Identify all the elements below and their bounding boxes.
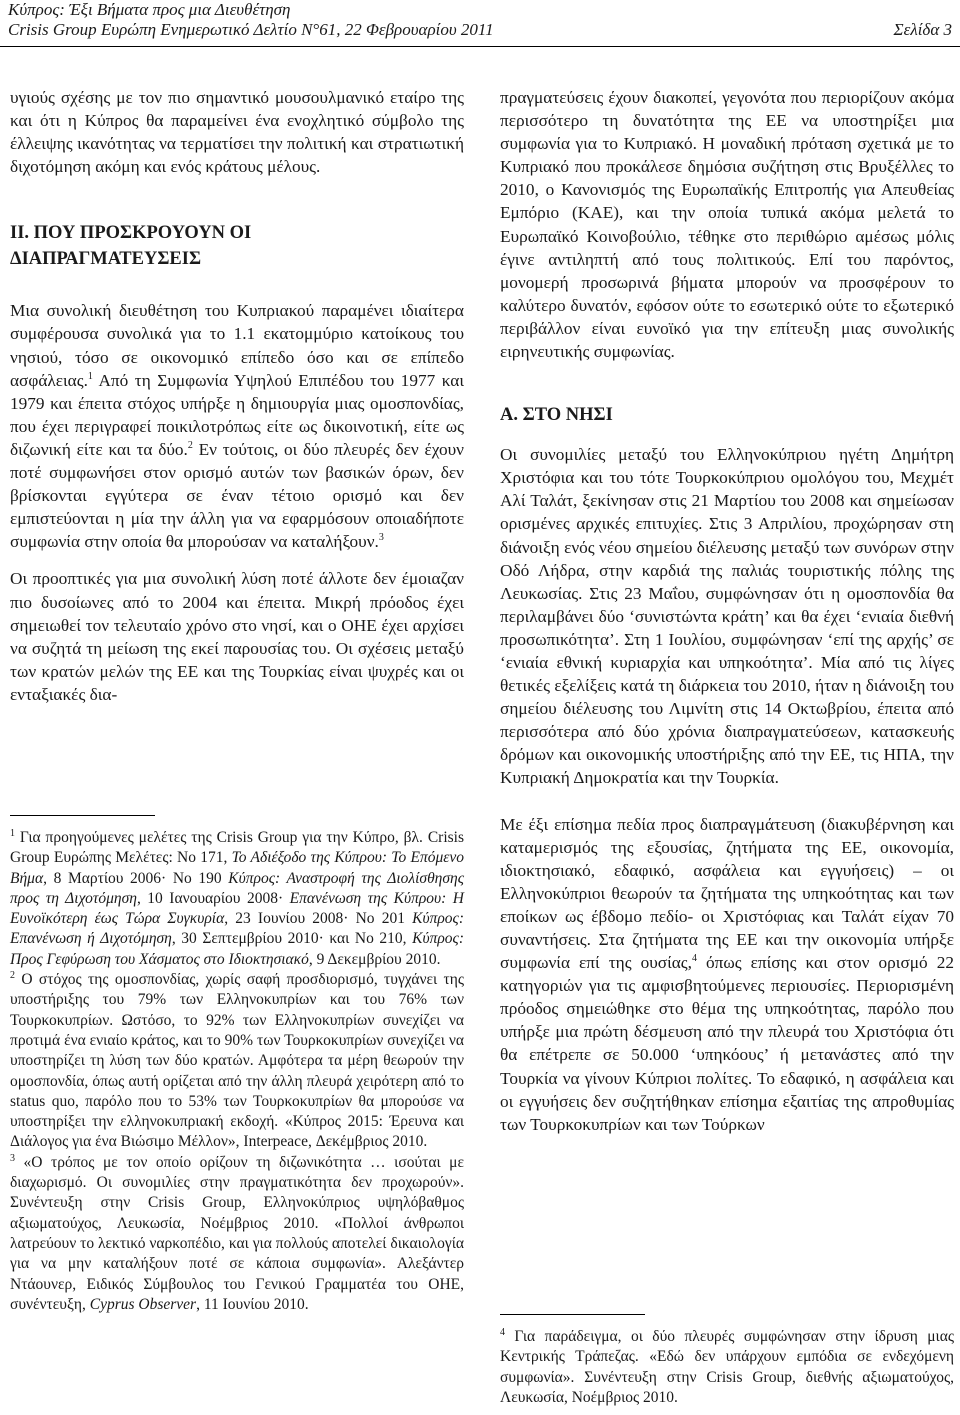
text-run: , 23 Ιουνίου 2008· No 201	[224, 910, 413, 928]
text-run: , 10 Ιανουαρίου 2008·	[136, 889, 290, 907]
paragraph: πραγματεύσεις έχουν διακοπεί, γεγονότα που περιορίζουν ακόμα περισσότερο τη δυνατότητα της ΕΕ να υποστηρίξει μια συμφωνία για το Κυπριακό. Η μοναδική πρόταση σχετικά με το Κυπριακό που προκάλεσε δημόσια συζήτηση στις Βρυξέλλες το 2010, ο Κανονισμός της Ευρωπαϊκής Επιτροπής για Απευθείας Εμπόριο (ΚΑΕ), και την οποία τυπικά ακόμα μελετά το Ευρωπαϊκό Κοινοβούλιο, τέθηκε στο περιθώριο αμέσως μόλις έγινε αντιληπτή από τους πολιτικούς. Επί του παρόντος, μονομερή προσωρινά βήματα μπορούν να προσφέρουν το καλύτερο δυνατόν, εφόσον ούτε το εσωτερικό ούτε το εξωτερικό περιβάλλον είναι ευνοϊκό για την επίτευξη μιας συνολικής ειρηνευτικής συμφωνίας.	[500, 88, 954, 362]
text-run: Από τη Συμφωνία Υψηλού Επιπέδου του 1977 και 1979 και έπειτα στόχος υπήρξε η δημιουργία μιας ομοσπονδίας, που έχει περιγραφεί ποικιλοτρόπως είτε ως δικοινοτική, είτε ως διζωνική είτε και τα δύο.	[10, 370, 464, 459]
footnote	[10, 1153, 464, 1315]
footnote	[10, 828, 464, 970]
footnote-number: 2	[10, 969, 15, 981]
text-run: , 9 Δεκεμβρίου 2010.	[308, 950, 441, 968]
footnote-number: 3	[10, 1152, 15, 1164]
text-run: Μια συνολική διευθέτηση του Κυπριακού παραμένει ιδιαίτερα συμφέρουσα συνολικά για το 1.1 εκατομμύριο κατοίκους του νησιού, τόσο σε οικονομικό επίπεδο όσο και σε επίπεδο ασφάλειας.	[10, 301, 464, 390]
header-rule	[0, 46, 960, 47]
paragraph: υγιούς σχέσης με τον πιο σημαντικό μουσουλμανικό εταίρο της και ότι η Κύπρος θα παραμείνει ένα ενοχλητικό σύμβολο της έλλειψης ικανότητας να τερματίσει την πολιτική και στρατιωτική διχοτόμηση ακόμη και ενός κράτους μέλους.	[10, 88, 464, 177]
paragraph: Οι συνομιλίες μεταξύ του Ελληνοκύπριου ηγέτη Δημήτρη Χριστόφια και του τότε Τουρκοκύπριου ομολόγου του, Μεχμέτ Αλί Ταλάτ, ξεκίνησαν στις 21 Μαρτίου του 2008 και σημείωσαν ορισμένες αρχικές επιτυχίες. Στις 3 Απριλίου, προχώρησαν στη διάνοιξη ενός νέου σημείου διέλευσης μεταξύ των συνόρων στην Οδό Λήδρα, στην καρδιά της παλιάς τουριστικής πόλης της Λευκωσίας. Στις 23 Μαΐου, συμφώνησαν ότι η ομοσπονδία θα περιλαμβάνει δύο ‘συνιστώντα κράτη’ και θα έχει ‘ενιαία διεθνή προσωπικότητα’. Στη 1 Ιουλίου, συμφώνησαν ‘επί της αρχής’ σε ‘ενιαία εθνική κυριαρχία και υπηκοότητα’. Μία από τις λίγες θετικές εξελίξεις κατά τη διάρκεια του 2010, ήταν η διάνοιξη του σημείου διέλευσης του Λιμνίτη στις 14 Οκτωβρίου, έπειτα από περισσότερα από δύο χρόνια διαπραγματεύσεων, κατασκευής δρόμων και οικονομικής υποστήριξης από την ΕΕ, τις ΗΠΑ, την Κυπριακή Δημοκρατία και την Τουρκία.	[500, 445, 954, 788]
paragraph	[500, 813, 954, 1136]
header-title: Κύπρος: Έξι Βήματα προς μια Διευθέτηση	[8, 0, 291, 19]
report-title: Το Αδιέξοδο της Κύπρου: Το Επόμενο Βήμα	[10, 849, 464, 887]
text-run: «Ο τρόπος με τον οποίο ορίζουν τη διζωνικότητα … ισούται με διαχωρισμό. Οι συνομιλίες στην πραγματικότητα δεν προχωρούν». Συνέντευξη στην Crisis Group, Ελληνοκύπριος υψηλόβαθμος αξιωματούχος, Λευκωσία, Νοέμβριος 2010. «Πολλοί άνθρωποι λατρεύουν το λεκτικό ναρκοπέδιο, και για πολλούς αποτελεί δικαιολογία για να μην καταλήξουν ποτέ σε κάποια συμφωνία». Αλεξάντερ Ντάουνερ, Ειδικός Σύμβουλος του Γενικού Γραμματέα του ΟΗΕ, συνέντευξη,	[10, 1153, 464, 1313]
page-number: Σελίδα 3	[893, 20, 952, 39]
header-publication: Crisis Group Ευρώπη Ενημερωτικό Δελτίο N°61, 22 Φεβρουαρίου 2011	[8, 20, 494, 39]
text-run: , 30 Σεπτεμβρίου 2010· και No 210,	[171, 930, 413, 948]
footnote-number: 4	[500, 1326, 505, 1338]
text-run: , 8 Μαρτίου 2006· No 190	[43, 869, 229, 887]
footnote-separator	[500, 1314, 645, 1315]
section-heading	[10, 220, 464, 272]
report-title: Επανένωση της Κύπρου: Η Ευνοϊκότερη έως Τώρα Συγκυρία	[10, 889, 465, 928]
footnote	[500, 1327, 954, 1408]
footnote-ref[interactable]: 1	[87, 370, 93, 382]
left-footnotes	[10, 815, 464, 1315]
right-footnotes	[500, 1314, 954, 1408]
publication-title: Cyprus Observer	[89, 1295, 197, 1313]
subsection-heading: A. ΣΤΟ ΝΗΣΙ	[500, 405, 613, 426]
footnote-separator	[10, 815, 155, 816]
page-header	[8, 0, 952, 40]
footnote	[10, 970, 464, 1153]
text-run: όπως επίσης και στον ορισμό 22 κατηγοριών για τις αμφισβητούμενες περιουσίες. Περιορισμένη πρόοδος σημειώθηκε στο θέμα της υπηκοότητας, παρόλο που υπήρξε μια πρώτη δέσμευση από την πλευρά του Χριστόφια ότι θα επέτρεπε σε 50.000 ‘υπηκόους’ ή μετανάστες από την Τουρκία να γίνουν Κύπριοι πολίτες. Το εδαφικό, η ασφάλεια και οι εγγυήσεις δεν συζητήθηκαν επίσημα εξαιτίας της απροθυμίας των Τουρκοκυπρίων και των Τούρκων	[500, 953, 954, 1134]
text-run: Ο στόχος της ομοσπονδίας, χωρίς σαφή προσδιορισμό, τυγχάνει της υποστήριξης του 79% των Ελληνοκυπρίων και του 76% των Τουρκοκυπρίων. Ωστόσο, το 92% των Ελληνοκυπρίων συνεχίζει να προτιμά ένα ενιαίο κράτος, και το 90% των Τουρκοκυπρίων συνεχίζει να υποστηρίζει τη λύση των δύο κρατών. Αμφότερα τα μέρη θεωρούν την ομοσπονδία, όπως αυτή ορίζεται από την άλλη πλευρά χειρότερη από το status quo, παρόλο που το 53% των Τουρκοκυπρίων θα μπορούσε να υποστηρίξει την ελληνοκυπριακή εκδοχή. «Κύπρος 2015: Έρευνα και Διάλογος για ένα Βιώσιμο Μέλλον», Interpeace, Δεκέμβριος 2010.	[10, 971, 464, 1151]
text-run: Εν τούτοις, οι δύο πλευρές δεν έχουν ποτέ συμφωνήσει στον ορισμό αυτών των βασικών όρων, δεν βρίσκονται εγγύτερα σε έναν τέτοιο ορισμό και δεν εμπιστεύονται η μία την άλλη για να εφαρμόσουν οποιαδήποτε συμφωνία στην οποία θα μπορούσαν να καταλήξουν.	[10, 439, 464, 552]
section-heading-line: II. ΠΟΥ ΠΡΟΣΚΡΟΥΟΥΝ ΟΙ	[10, 223, 252, 244]
text-run: Για προηγούμενες μελέτες της Crisis Group για την Κύπρο, βλ. Crisis Group Ευρώπης Μελέτες: No 171,	[10, 829, 464, 867]
text-run: , 11 Ιουνίου 2010.	[196, 1295, 309, 1313]
report-title: Κύπρος: Επανένωση ή Διχοτόμηση	[10, 910, 464, 948]
paragraph: Οι προοπτικές για μια συνολική λύση ποτέ άλλοτε δεν έμοιαζαν πιο δυσοίωνες από το 2004 και έπειτα. Μικρή πρόοδος έχει σημειωθεί τον τελευταίο χρόνο στο νησί, και ο ΟΗΕ έχει αρχίσει να συζητά τη μείωση της εκεί παρουσίας του. Οι σχέσεις μεταξύ των κρατών μελών της ΕΕ και της Τουρκίας είναι ψυχρές και οι ενταξιακές δια-	[10, 569, 464, 704]
footnote-ref[interactable]: 4	[691, 953, 697, 965]
right-column	[500, 86, 954, 1136]
footnote-ref[interactable]: 2	[187, 440, 193, 452]
footnote-number: 1	[10, 827, 15, 839]
text-run: Με έξι επίσημα πεδία προς διαπραγμάτευση (διακυβέρνηση και καταμερισμός της εξουσίας, ζητήματα της ΕΕ, οικονομία, ιδιοκτησιακό, εδαφικό, ασφάλεια και εγγυήσεις) – οι Ελληνοκύπριοι θεωρούν τα ζητήματα της υπηκοότητας και των εποίκων ως έβδομο πεδίο- οι Χριστόφιας και Ταλάτ είχαν 70 συναντήσεις. Στα ζητήματα της ΕΕ και την οικονομία υπήρξε συμφωνία επί της ουσίας,	[500, 814, 954, 973]
left-column	[10, 86, 464, 706]
text-run: Για παράδειγμα, οι δύο πλευρές συμφώνησαν στην ίδρυση μιας Κεντρικής Τράπεζας. «Εδώ δεν υπάρχουν εμπόδια σε ενδεχόμενη συμφωνία». Συνέντευξη στην Crisis Group, διεθνής αξιωματούχος, Λευκωσία, Νοέμβριος 2010.	[500, 1328, 954, 1406]
report-title: Κύπρος: Προς Γεφύρωση του Χάσματος στο Ιδιοκτησιακό	[10, 930, 464, 968]
footnote-ref[interactable]: 3	[378, 532, 384, 544]
section-heading-line: ΔΙΑΠΡΑΓΜΑΤΕΥΣΕΙΣ	[10, 249, 202, 270]
report-title: Κύπρος: Αναστροφή της Διολίσθησης προς τη Διχοτόμηση	[10, 869, 464, 907]
paragraph	[10, 299, 464, 553]
